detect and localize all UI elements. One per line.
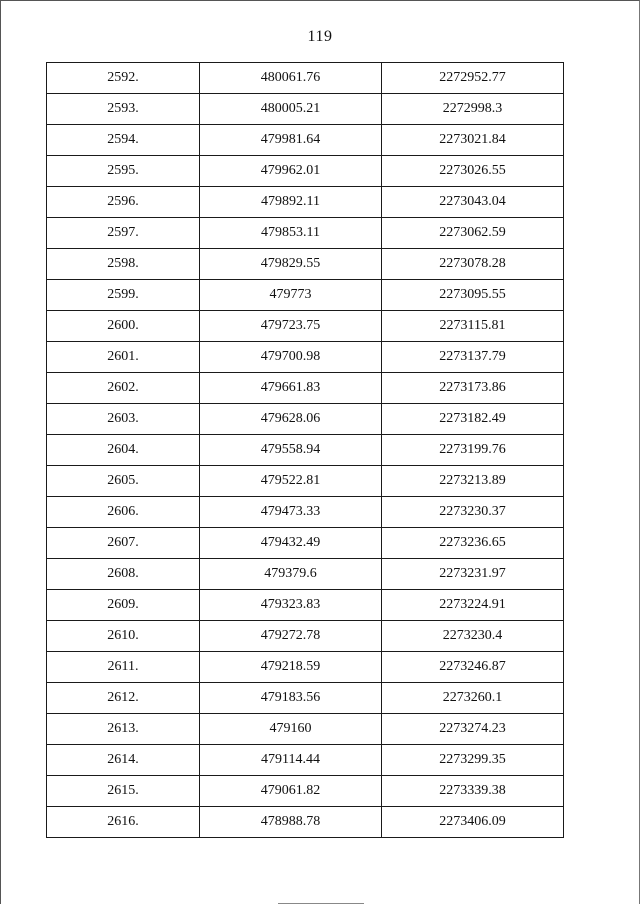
y-coordinate-cell: 2273230.4 xyxy=(382,621,564,652)
table-row xyxy=(47,435,564,466)
y-coordinate-cell: 2273043.04 xyxy=(382,187,564,218)
y-coordinate-cell: 2273231.97 xyxy=(382,559,564,590)
x-coordinate-cell: 479522.81 xyxy=(200,466,382,497)
y-coordinate-cell: 2273339.38 xyxy=(382,776,564,807)
x-coordinate-cell: 479061.82 xyxy=(200,776,382,807)
x-coordinate-cell: 479379.6 xyxy=(200,559,382,590)
y-coordinate-cell: 2273173.86 xyxy=(382,373,564,404)
y-coordinate-cell: 2273260.1 xyxy=(382,683,564,714)
table-row xyxy=(47,187,564,218)
x-coordinate-cell: 479773 xyxy=(200,280,382,311)
y-coordinate-cell: 2273274.23 xyxy=(382,714,564,745)
x-coordinate-cell: 479558.94 xyxy=(200,435,382,466)
point-number-cell: 2599. xyxy=(47,280,200,311)
point-number-cell: 2595. xyxy=(47,156,200,187)
x-coordinate-cell: 479160 xyxy=(200,714,382,745)
coordinate-table xyxy=(46,62,564,838)
table-row xyxy=(47,218,564,249)
y-coordinate-cell: 2273137.79 xyxy=(382,342,564,373)
point-number-cell: 2598. xyxy=(47,249,200,280)
x-coordinate-cell: 479962.01 xyxy=(200,156,382,187)
x-coordinate-cell: 479892.11 xyxy=(200,187,382,218)
point-number-cell: 2614. xyxy=(47,745,200,776)
point-number-cell: 2601. xyxy=(47,342,200,373)
x-coordinate-cell: 479323.83 xyxy=(200,590,382,621)
x-coordinate-cell: 479114.44 xyxy=(200,745,382,776)
x-coordinate-cell: 479981.64 xyxy=(200,125,382,156)
point-number-cell: 2612. xyxy=(47,683,200,714)
y-coordinate-cell: 2273182.49 xyxy=(382,404,564,435)
point-number-cell: 2613. xyxy=(47,714,200,745)
table-row xyxy=(47,776,564,807)
point-number-cell: 2594. xyxy=(47,125,200,156)
x-coordinate-cell: 479272.78 xyxy=(200,621,382,652)
table-row xyxy=(47,373,564,404)
y-coordinate-cell: 2273199.76 xyxy=(382,435,564,466)
x-coordinate-cell: 479218.59 xyxy=(200,652,382,683)
table-row xyxy=(47,559,564,590)
point-number-cell: 2615. xyxy=(47,776,200,807)
x-coordinate-cell: 480005.21 xyxy=(200,94,382,125)
table-row xyxy=(47,156,564,187)
x-coordinate-cell: 479183.56 xyxy=(200,683,382,714)
table-row xyxy=(47,466,564,497)
point-number-cell: 2593. xyxy=(47,94,200,125)
point-number-cell: 2607. xyxy=(47,528,200,559)
table-row xyxy=(47,311,564,342)
table-row xyxy=(47,683,564,714)
y-coordinate-cell: 2273062.59 xyxy=(382,218,564,249)
x-coordinate-cell: 478988.78 xyxy=(200,807,382,838)
point-number-cell: 2605. xyxy=(47,466,200,497)
y-coordinate-cell: 2273115.81 xyxy=(382,311,564,342)
table-row xyxy=(47,745,564,776)
table-row xyxy=(47,528,564,559)
x-coordinate-cell: 479473.33 xyxy=(200,497,382,528)
point-number-cell: 2603. xyxy=(47,404,200,435)
x-coordinate-cell: 479723.75 xyxy=(200,311,382,342)
table-row xyxy=(47,280,564,311)
point-number-cell: 2600. xyxy=(47,311,200,342)
point-number-cell: 2604. xyxy=(47,435,200,466)
table-row xyxy=(47,807,564,838)
table-row xyxy=(47,404,564,435)
point-number-cell: 2597. xyxy=(47,218,200,249)
point-number-cell: 2592. xyxy=(47,63,200,94)
table-row xyxy=(47,652,564,683)
y-coordinate-cell: 2273224.91 xyxy=(382,590,564,621)
y-coordinate-cell: 2272952.77 xyxy=(382,63,564,94)
x-coordinate-cell: 479829.55 xyxy=(200,249,382,280)
point-number-cell: 2596. xyxy=(47,187,200,218)
table-row xyxy=(47,621,564,652)
y-coordinate-cell: 2273078.28 xyxy=(382,249,564,280)
table-row xyxy=(47,714,564,745)
point-number-cell: 2611. xyxy=(47,652,200,683)
point-number-cell: 2610. xyxy=(47,621,200,652)
table-row xyxy=(47,249,564,280)
y-coordinate-cell: 2272998.3 xyxy=(382,94,564,125)
y-coordinate-cell: 2273021.84 xyxy=(382,125,564,156)
y-coordinate-cell: 2273406.09 xyxy=(382,807,564,838)
table-row xyxy=(47,63,564,94)
table-row xyxy=(47,497,564,528)
x-coordinate-cell: 479661.83 xyxy=(200,373,382,404)
point-number-cell: 2606. xyxy=(47,497,200,528)
x-coordinate-cell: 479432.49 xyxy=(200,528,382,559)
y-coordinate-cell: 2273299.35 xyxy=(382,745,564,776)
point-number-cell: 2608. xyxy=(47,559,200,590)
point-number-cell: 2602. xyxy=(47,373,200,404)
y-coordinate-cell: 2273230.37 xyxy=(382,497,564,528)
y-coordinate-cell: 2273236.65 xyxy=(382,528,564,559)
table-row xyxy=(47,590,564,621)
x-coordinate-cell: 479700.98 xyxy=(200,342,382,373)
y-coordinate-cell: 2273246.87 xyxy=(382,652,564,683)
y-coordinate-cell: 2273026.55 xyxy=(382,156,564,187)
table-row xyxy=(47,342,564,373)
y-coordinate-cell: 2273095.55 xyxy=(382,280,564,311)
table-body xyxy=(47,63,564,838)
x-coordinate-cell: 479628.06 xyxy=(200,404,382,435)
point-number-cell: 2609. xyxy=(47,590,200,621)
y-coordinate-cell: 2273213.89 xyxy=(382,466,564,497)
table-row xyxy=(47,125,564,156)
point-number-cell: 2616. xyxy=(47,807,200,838)
bottom-rule xyxy=(278,903,364,904)
x-coordinate-cell: 480061.76 xyxy=(200,63,382,94)
table-row xyxy=(47,94,564,125)
x-coordinate-cell: 479853.11 xyxy=(200,218,382,249)
page-number: 119 xyxy=(307,28,333,45)
